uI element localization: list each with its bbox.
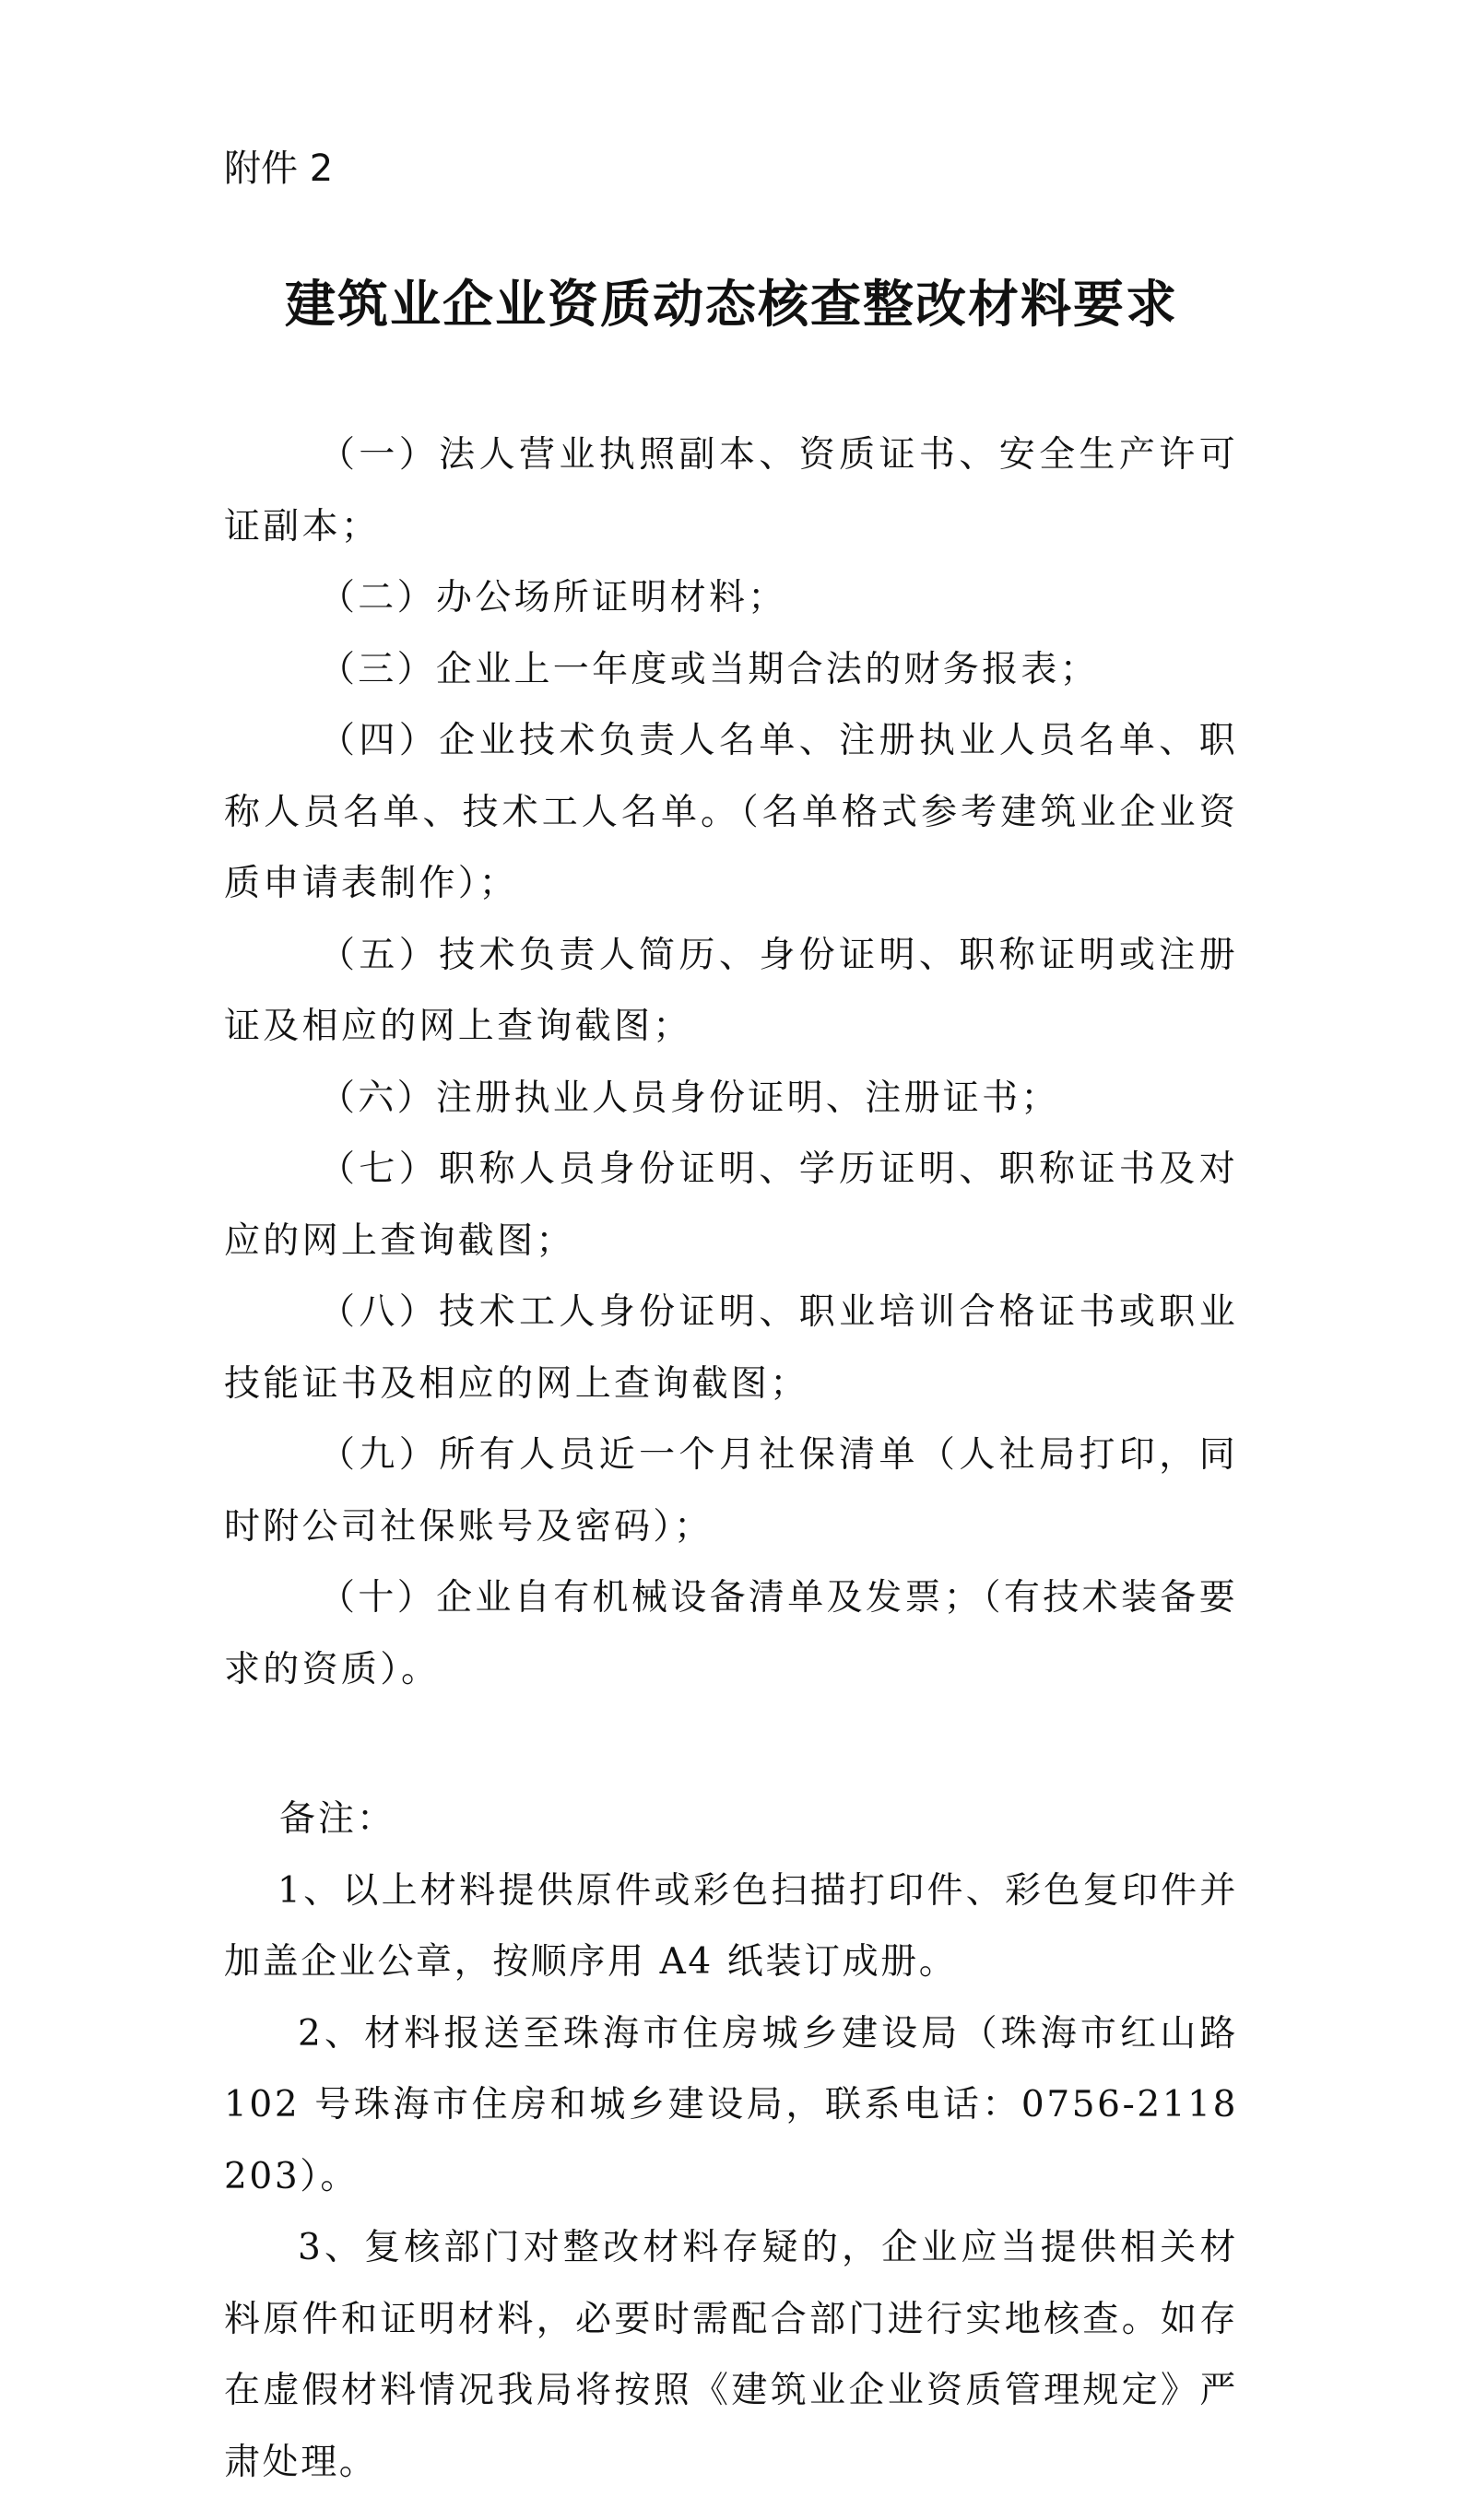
- requirement-item: （一）法人营业执照副本、资质证书、安全生产许可证副本；: [224, 434, 1238, 548]
- document-title: 建筑业企业资质动态核查整改材料要求: [284, 275, 1178, 334]
- attachment-label: 附件 2: [224, 147, 334, 190]
- notes-section: [224, 1784, 1238, 2498]
- requirement-item: （七）职称人员身份证明、学历证明、职称证书及对应的网上查询截图；: [224, 1148, 1238, 1262]
- note-item: 2、材料报送至珠海市住房城乡建设局（珠海市红山路 102 号珠海市住房和城乡建设局，联系电话：0756-2118203）。: [224, 2012, 1238, 2197]
- requirement-item: （九）所有人员近一个月社保清单（人社局打印，同时附公司社保账号及密码）；: [224, 1434, 1238, 1548]
- notes-heading: 备注：: [279, 1798, 396, 1840]
- requirement-item: （六）注册执业人员身份证明、注册证书；: [319, 1077, 1060, 1119]
- note-item: 1、以上材料提供原件或彩色扫描打印件、彩色复印件并加盖企业公章，按顺序用 A4 纸装订成册。: [224, 1869, 1238, 1983]
- requirement-item: （四）企业技术负责人名单、注册执业人员名单、职称人员名单、技术工人名单。（名单格式参考建筑业企业资质申请表制作）；: [224, 720, 1238, 904]
- note-item: 3、复核部门对整改材料存疑的，企业应当提供相关材料原件和证明材料，必要时需配合部门进行实地核查。如存在虚假材料情况我局将按照《建筑业企业资质管理规定》严肃处理。: [224, 2227, 1238, 2483]
- requirements-list: [224, 419, 1238, 1705]
- requirement-item: （三）企业上一年度或当期合法的财务报表；: [319, 648, 1100, 690]
- requirement-item: （五）技术负责人简历、身份证明、职称证明或注册证及相应的网上查询截图；: [224, 934, 1238, 1047]
- requirement-item: （二）办公场所证明材料；: [319, 577, 787, 618]
- requirement-item: （八）技术工人身份证明、职业培训合格证书或职业技能证书及相应的网上查询截图；: [224, 1291, 1238, 1405]
- requirement-item: （十）企业自有机械设备清单及发票；（有技术装备要求的资质）。: [224, 1577, 1238, 1690]
